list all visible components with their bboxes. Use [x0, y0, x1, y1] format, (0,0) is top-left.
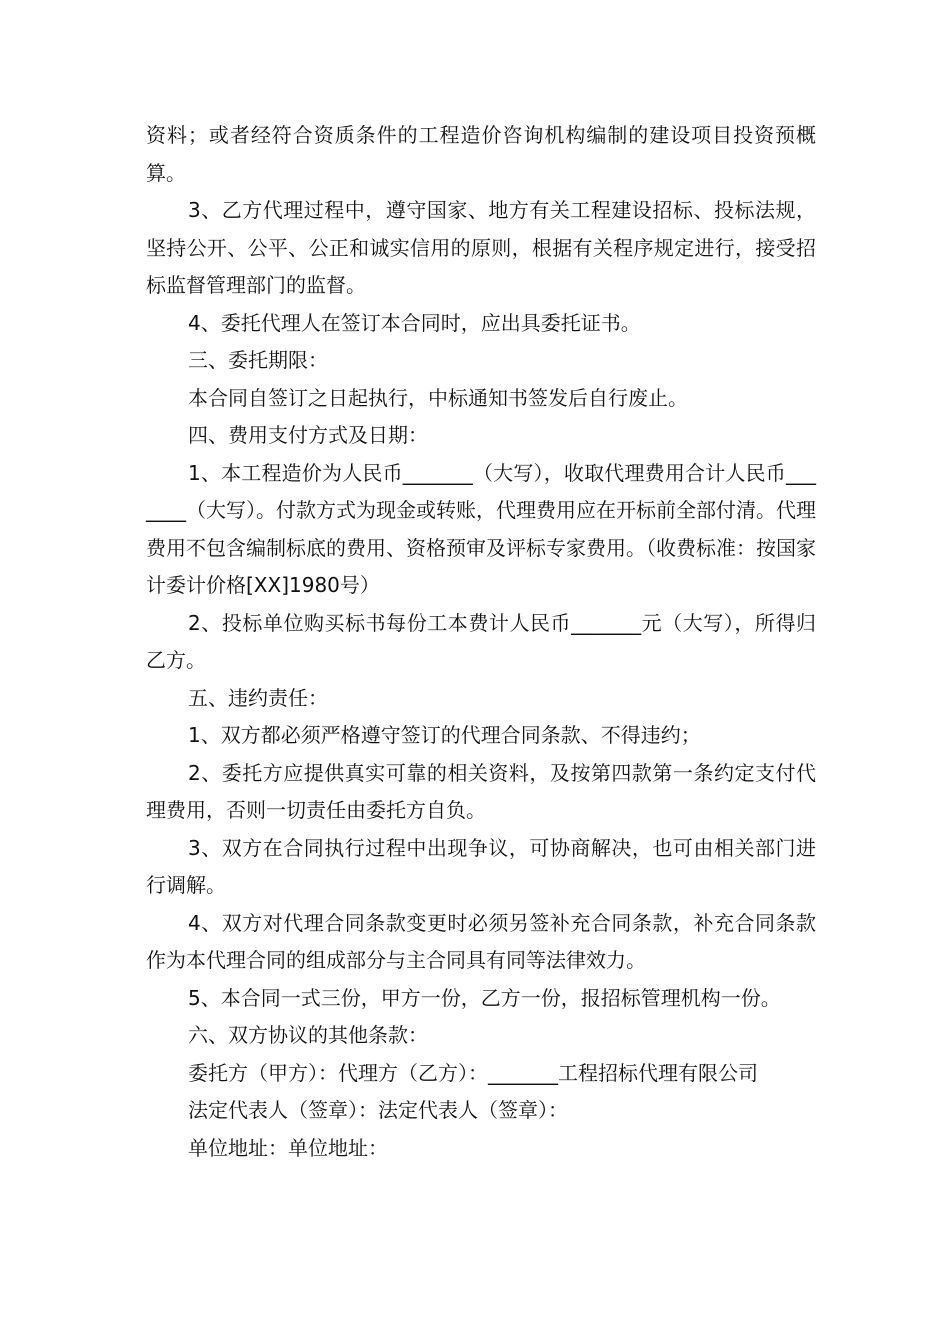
paragraph: 本合同自签订之日起执行，中标通知书签发后自行废止。: [188, 385, 688, 410]
paragraph: 4、委托代理人在签订本合同时，应出具委托证书。: [188, 310, 641, 335]
section-heading: 五、违约责任：: [188, 685, 328, 710]
paragraph: 4、双方对代理合同条款变更时必须另签补充合同条款，补充合同条款作为本代理合同的组成部分与主合同具有同等法律效力。: [146, 910, 816, 972]
paragraph: 1、本工程造价为人民币_______（大写），收取代理费用合计人民币_______（大写）。付款方式为现金或转账，代理费用应在开标前全部付清。代理费用不包含编制标底的费用、资格预审及评标专家费用。（收费标准：按国家计委计价格[XX]1980号）: [146, 460, 816, 597]
paragraph: 1、双方都必须严格遵守签订的代理合同条款、不得违约；: [188, 723, 701, 747]
signature-line: 单位地址：单位地址：: [188, 1135, 388, 1160]
paragraph: 2、投标单位购买标书每份工本费计人民币_______元（大写），所得归乙方。: [146, 610, 816, 672]
section-heading: 六、双方协议的其他条款：: [188, 1023, 428, 1047]
paragraph: 资料；或者经符合资质条件的工程造价咨询机构编制的建设项目投资预概算。: [146, 123, 816, 185]
paragraph: 3、双方在合同执行过程中出现争议，可协商解决，也可由相关部门进行调解。: [146, 835, 816, 897]
signature-line: 委托方（甲方）：代理方（乙方）：_______工程招标代理有限公司: [188, 1060, 758, 1085]
paragraph: 2、委托方应提供真实可靠的相关资料，及按第四款第一条约定支付代理费用，否则一切责任由委托方自负。: [146, 760, 816, 822]
section-heading: 三、委托期限：: [188, 348, 328, 372]
paragraph: 3、乙方代理过程中，遵守国家、地方有关工程建设招标、投标法规，坚持公开、公平、公正和诚实信用的原则，根据有关程序规定进行，接受招标监督管理部门的监督。: [146, 198, 816, 297]
paragraph: 5、本合同一式三份，甲方一份，乙方一份，报招标管理机构一份。: [188, 985, 781, 1010]
signature-line: 法定代表人（签章）：法定代表人（签章）：: [188, 1098, 568, 1122]
section-heading: 四、费用支付方式及日期：: [188, 423, 428, 447]
document-body: [146, 117, 816, 1167]
